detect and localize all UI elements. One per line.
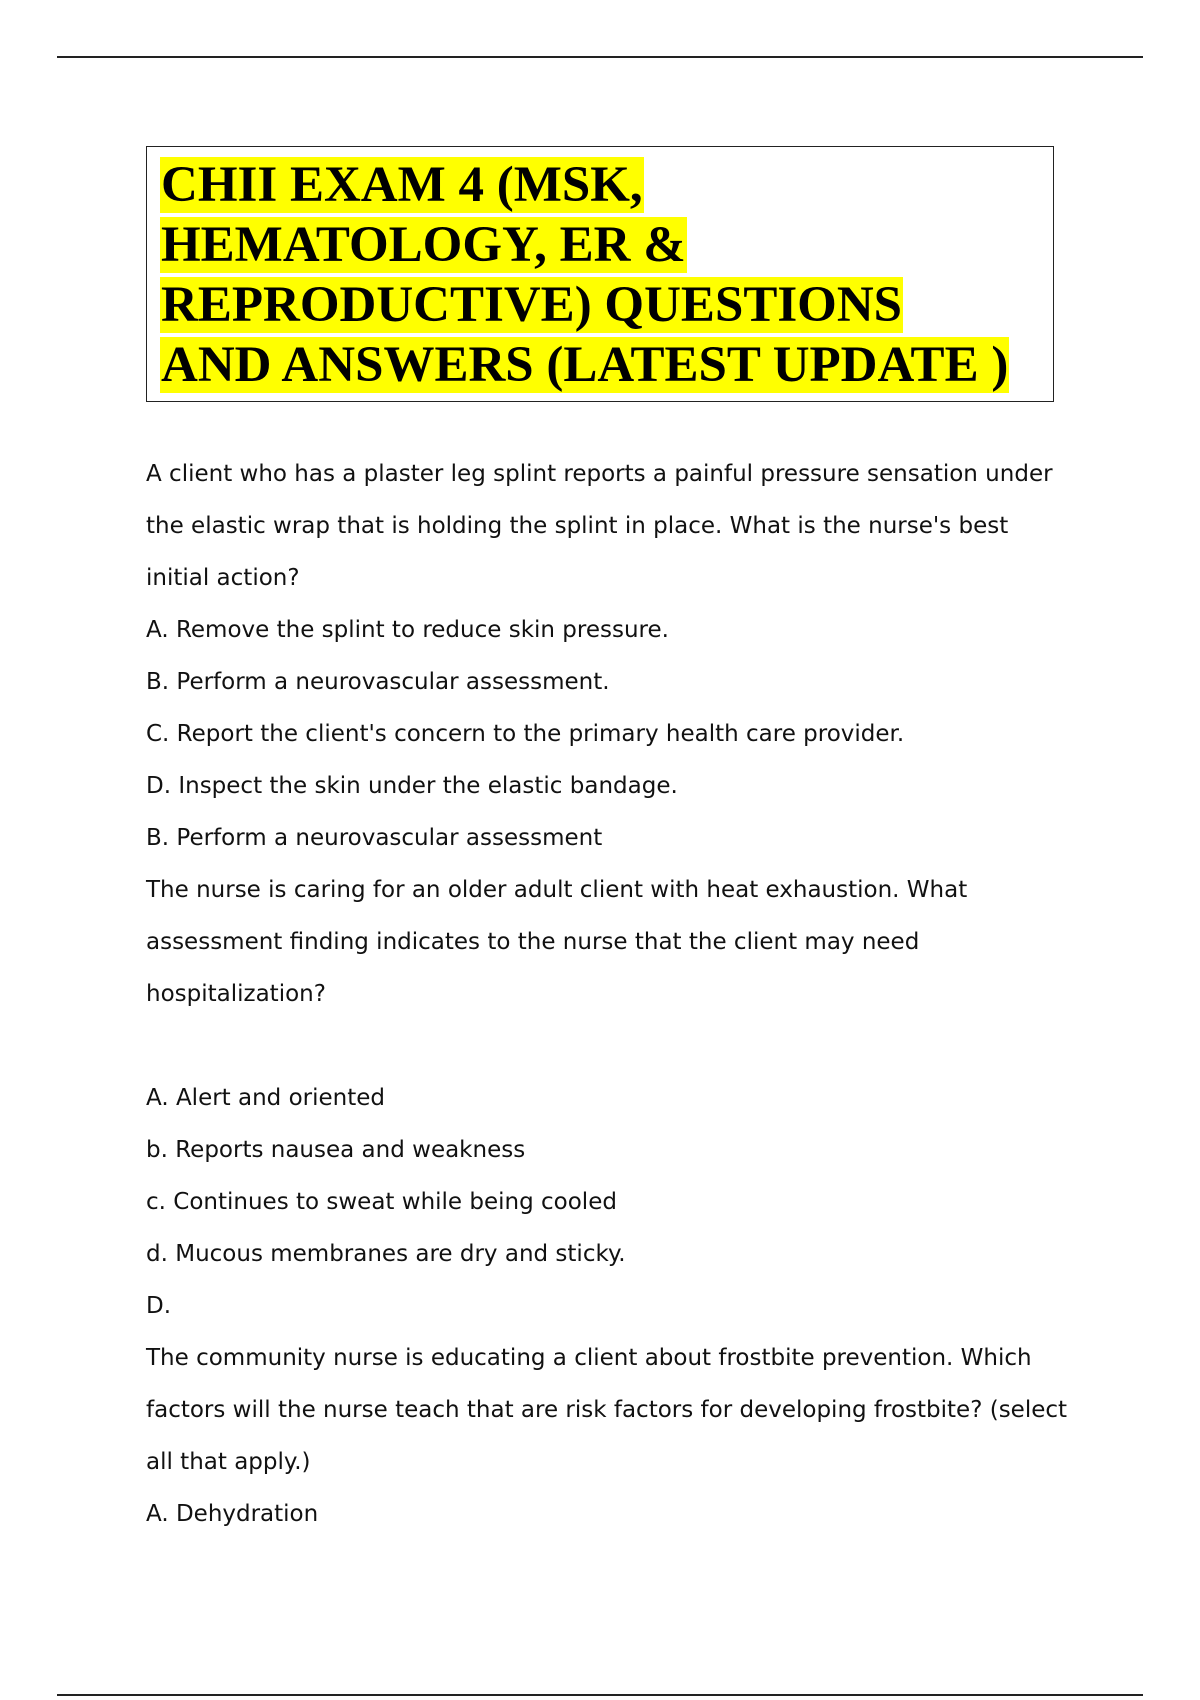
document-title-box bbox=[146, 146, 1054, 402]
question-3-stem: all that apply.) bbox=[146, 1449, 311, 1475]
title-line bbox=[160, 155, 1041, 215]
title-line bbox=[160, 335, 1041, 395]
document-body bbox=[146, 448, 1066, 1540]
question-2-option: c. Continues to sweat while being cooled bbox=[146, 1189, 617, 1215]
question-1-option: A. Remove the splint to reduce skin pressure. bbox=[146, 617, 669, 643]
question-1-option: B. Perform a neurovascular assessment. bbox=[146, 669, 610, 695]
question-3-option: A. Dehydration bbox=[146, 1501, 319, 1527]
question-1-option: C. Report the client's concern to the primary health care provider. bbox=[146, 721, 905, 747]
question-2-option: b. Reports nausea and weakness bbox=[146, 1137, 526, 1163]
title-line bbox=[160, 215, 1041, 275]
question-3-stem: factors will the nurse teach that are risk factors for developing frostbite? (select bbox=[146, 1397, 1068, 1423]
question-1-option: D. Inspect the skin under the elastic bandage. bbox=[146, 773, 678, 799]
title-text: AND ANSWERS (LATEST UPDATE ) bbox=[161, 337, 1009, 393]
question-3-stem: The community nurse is educating a client about frostbite prevention. Which bbox=[146, 1345, 1032, 1371]
question-2-option: A. Alert and oriented bbox=[146, 1085, 386, 1111]
blank-line bbox=[146, 1020, 1066, 1072]
title-line bbox=[160, 275, 1041, 335]
question-1-stem: the elastic wrap that is holding the splint in place. What is the nurse's best bbox=[146, 513, 1009, 539]
title-text: REPRODUCTIVE) QUESTIONS bbox=[161, 277, 903, 333]
question-1-stem: A client who has a plaster leg splint reports a painful pressure sensation under bbox=[146, 461, 1053, 487]
title-text: CHII EXAM 4 (MSK, bbox=[161, 157, 643, 213]
question-1-answer: B. Perform a neurovascular assessment bbox=[146, 825, 603, 851]
top-rule bbox=[57, 56, 1143, 58]
question-2-answer: D. bbox=[146, 1293, 172, 1319]
question-2-stem: The nurse is caring for an older adult client with heat exhaustion. What bbox=[146, 877, 968, 903]
question-2-stem: hospitalization? bbox=[146, 981, 326, 1007]
title-text: HEMATOLOGY, ER & bbox=[161, 217, 686, 273]
question-2-option: d. Mucous membranes are dry and sticky. bbox=[146, 1241, 626, 1267]
question-1-stem: initial action? bbox=[146, 565, 300, 591]
bottom-rule bbox=[57, 1694, 1143, 1696]
question-2-stem: assessment finding indicates to the nurse that the client may need bbox=[146, 929, 920, 955]
